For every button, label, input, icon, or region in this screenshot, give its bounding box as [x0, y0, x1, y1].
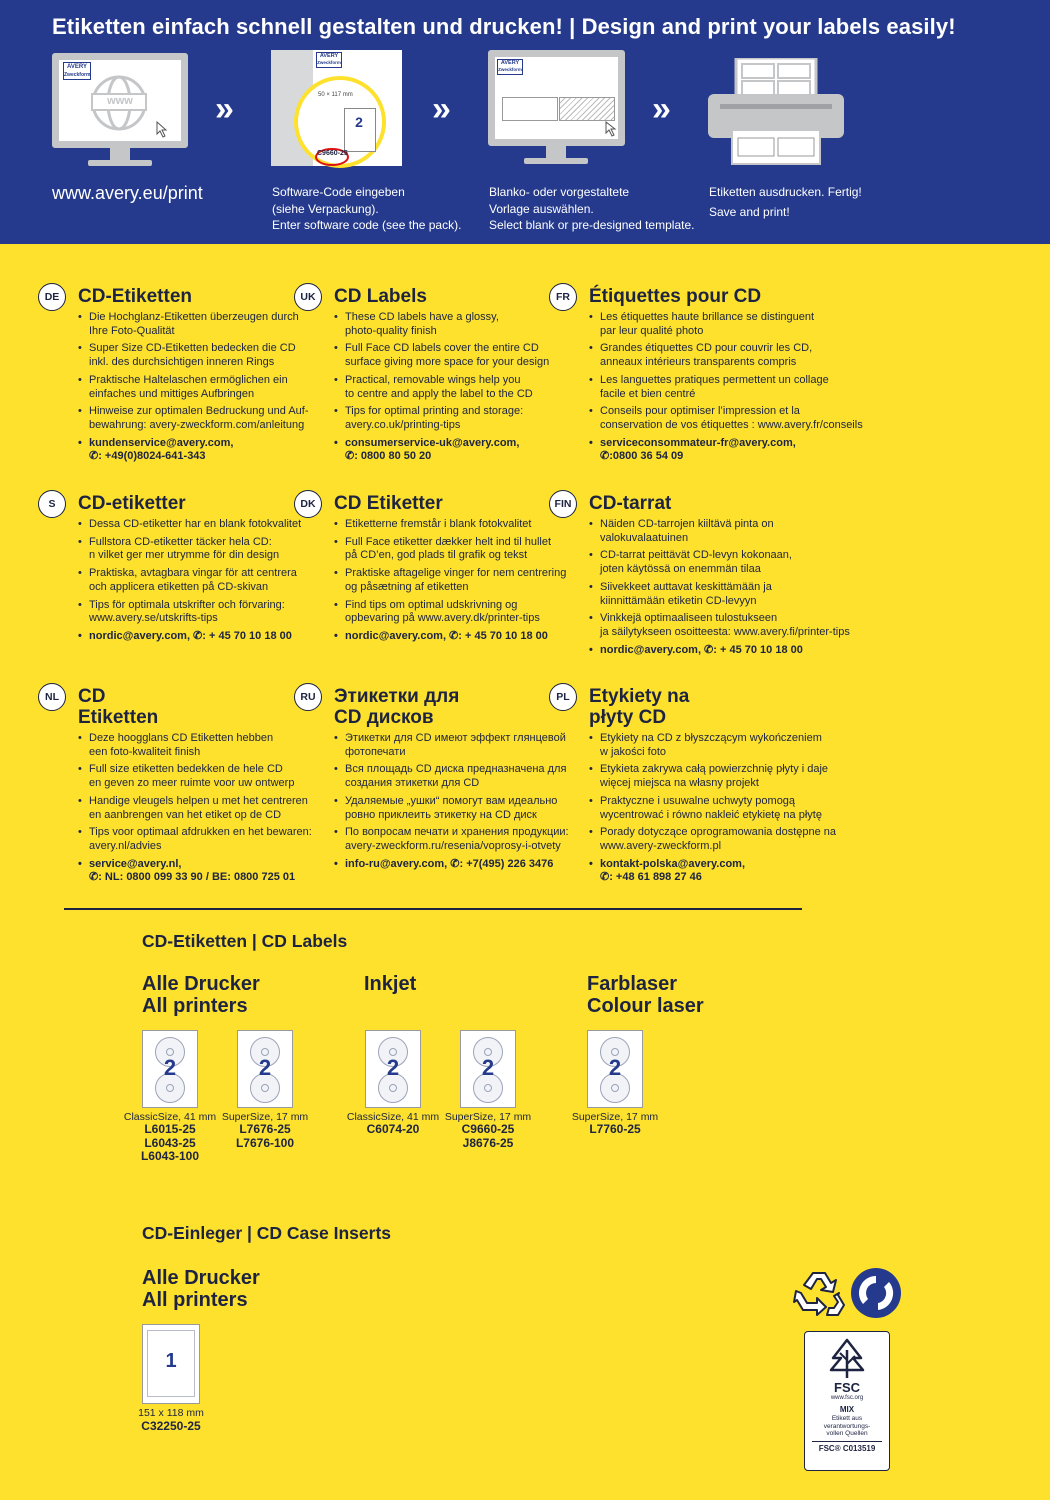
lang-title: CD Labels	[334, 286, 427, 307]
step-caption-template: Blanko- oder vorgestaltete Vorlage auswählen. Select blank or pre-designed template.	[489, 185, 695, 232]
product-card	[338, 1030, 448, 1137]
printer-icon	[706, 58, 846, 168]
contact-info: • nordic@avery.com, ✆: + 45 70 10 18 00	[334, 630, 579, 644]
lang-code-badge: NL	[38, 683, 66, 711]
bullet: • Fullstora CD-etiketter täcker hela CD: n vilket ger mer utrymme för din design	[78, 536, 323, 563]
bullet: • Full size etiketten bedekken de hele CD en geven zo meer ruimte voor uw ontwerp	[78, 763, 323, 790]
lang-code-badge: UK	[294, 283, 322, 311]
lang-title: CD-etiketter	[78, 493, 186, 514]
bullet: • Hinweise zur optimalen Bedruckung und Auf- bewahrung: avery-zweckform.com/anleitung	[78, 405, 323, 432]
product-codes: L7760-25	[589, 1122, 641, 1136]
bullet: • Find tips om optimal udskrivning og opbevaring på www.avery.dk/printer-tips	[334, 599, 579, 626]
insert-sheet-icon: 1	[142, 1324, 200, 1404]
lang-title: CD-Etiketten	[78, 286, 193, 307]
label-sheet-icon: 2	[460, 1030, 516, 1108]
bullet: • Praktische Haltelaschen ermöglichen ein einfaches und mittiges Aufbringen	[78, 374, 323, 401]
lang-block-fin	[554, 493, 869, 661]
bullet: • Praktyczne i usuwalne uchwyty pomogą wycentrować i równo nakleić etykietę na płytę	[589, 795, 869, 822]
product-card	[433, 1030, 543, 1150]
contact-info: • consumerservice-uk@avery.com, ✆: 0800 80 50 20	[334, 437, 579, 464]
bullet: • Handige vleugels helpen u met het centreren en aanbrengen van het etiket op de CD	[78, 795, 323, 822]
contact-info: • serviceconsommateur-fr@avery.com, ✆:0800 36 54 09	[589, 437, 869, 464]
lang-block-dk	[300, 493, 579, 648]
contact-info: • service@avery.nl, ✆: NL: 0800 099 33 90 / BE: 0800 725 01	[78, 858, 323, 885]
bullet: • Tips för optimala utskrifter och förvaring: www.avery.se/utskrifts-tips	[78, 599, 323, 626]
product-size: ClassicSize, 41 mm	[346, 1111, 440, 1123]
bullet: • По вопросам печати и хранения продукции: avery-zweckform.ru/resenia/voprosy-i-otvety	[334, 826, 579, 853]
cd-labels-title: CD-Etiketten | CD Labels	[142, 931, 348, 951]
product-codes: L7676-25 L7676-100	[235, 1122, 295, 1150]
group-all-printers: Alle Drucker All printers	[142, 973, 260, 1017]
lang-code-badge: DE	[38, 283, 66, 311]
fsc-name: FSC	[834, 1380, 860, 1395]
bullet: • Siivekkeet auttavat keskittämään ja kiinnittämään etiketin CD-levyyn	[589, 581, 869, 608]
website-url: www.avery.eu/print	[52, 183, 203, 203]
label-sheet-icon: 2	[142, 1030, 198, 1108]
label-sheet-icon: 2	[365, 1030, 421, 1108]
bullet: • Tips voor optimaal afdrukken en het bewaren: avery.nl/advies	[78, 826, 323, 853]
bullet: • Удаляемые „ушки“ помогут вам идеально ровно приклеить этикетку на CD диск	[334, 795, 579, 822]
group-all-printers: Alle Drucker All printers	[142, 1267, 260, 1311]
product-size: SuperSize, 17 mm	[221, 1111, 309, 1123]
banner-title: Etiketten einfach schnell gestalten und drucken! | Design and print your labels easily!	[52, 14, 956, 39]
lang-title: CD Etiketten	[78, 686, 159, 728]
lang-title: CD Etiketter	[334, 493, 443, 514]
contact-info: • nordic@avery.com, ✆: + 45 70 10 18 00	[78, 630, 323, 644]
bullet: • CD-tarrat peittävät CD-levyn kokonaan, joten käytössä on enemmän tilaa	[589, 549, 869, 576]
group-inkjet: Inkjet	[364, 973, 417, 995]
monitor-screen	[488, 50, 625, 146]
recycle-icon	[793, 1267, 845, 1319]
bullet: • Grandes étiquettes CD pour couvrir les CD, anneaux intérieurs transparents compris	[589, 342, 869, 369]
section-divider	[64, 908, 802, 910]
lang-title: Этикетки для CD дисков	[334, 686, 460, 728]
lang-code-badge: RU	[294, 683, 322, 711]
bullet: • Super Size CD-Etiketten bedecken die CD inkl. des durchsichtigen inneren Rings	[78, 342, 323, 369]
lang-code-badge: FR	[549, 283, 577, 311]
product-card	[560, 1030, 670, 1137]
web-text: www	[107, 95, 133, 107]
chevron-right-icon: »	[652, 90, 665, 128]
pack-code: C9660-25	[317, 150, 348, 157]
bullet: • Full Face CD labels cover the entire CD surface giving more space for your design	[334, 342, 579, 369]
green-dot-icon	[851, 1268, 901, 1318]
pack-logo: AVERY Zweckform	[316, 52, 342, 68]
bullet: • These CD labels have a glossy, photo-quality finish	[334, 311, 579, 338]
bullet: • Porady dotyczące oprogramowania dostępne na www.avery-zweckform.pl	[589, 826, 869, 853]
bullet: • Näiden CD-tarrojen kiiltävä pinta on valokuvalaatuinen	[589, 518, 869, 545]
lang-code-badge: FIN	[549, 490, 577, 518]
cursor-icon	[605, 121, 617, 137]
lang-block-uk	[300, 286, 579, 468]
product-codes: C6074-20	[366, 1122, 420, 1136]
product-size: ClassicSize, 41 mm	[123, 1111, 217, 1123]
monitor-screen	[52, 53, 188, 148]
lang-block-de	[44, 286, 323, 468]
bullet: • Die Hochglanz-Etiketten überzeugen durch Ihre Foto-Qualität	[78, 311, 323, 338]
bullet: • Practical, removable wings help you to centre and apply the label to the CD	[334, 374, 579, 401]
contact-info: • nordic@avery.com, ✆: + 45 70 10 18 00	[589, 644, 869, 658]
lang-block-fr	[556, 286, 869, 468]
step-caption-print: Etiketten ausdrucken. Fertig! Save and print!	[709, 185, 862, 219]
lang-code-badge: DK	[294, 490, 322, 518]
magnifier-circle: 50 × 117 mm 2 C9660-25	[294, 76, 386, 168]
lang-block-ru	[300, 686, 579, 875]
bullet: • Deze hoogglans CD Etiketten hebben een foto-kwaliteit finish	[78, 732, 323, 759]
lang-title: Étiquettes pour CD	[589, 286, 762, 307]
lang-block-nl	[45, 686, 323, 889]
fsc-site: www.fsc.org	[830, 1395, 864, 1401]
insert-caption	[131, 1407, 211, 1433]
lang-block-s	[48, 493, 323, 648]
bullet: • Вся площадь CD диска предназначена для создания этикетки для CD	[334, 763, 579, 790]
bullet: • Praktiske aftagelige vinger for nem centrering og påsætning af etiketten	[334, 567, 579, 594]
product-codes: C9660-25 J8676-25	[461, 1122, 515, 1150]
fsc-mix: MIX	[839, 1405, 855, 1414]
lang-code-badge: S	[38, 490, 66, 518]
fsc-tree-icon	[827, 1338, 867, 1380]
template-label-left	[502, 97, 558, 121]
bullet: • Conseils pour optimiser l’impression et la conservation de vos étiquettes : www.avery.fr/conseils	[589, 405, 869, 432]
product-size: SuperSize, 17 mm	[444, 1111, 532, 1123]
fsc-badge	[804, 1331, 890, 1471]
product-size: SuperSize, 17 mm	[571, 1111, 659, 1123]
bullet: • Этикетки для CD имеют эффект глянцевой фотопечати	[334, 732, 579, 759]
label-sheet-icon: 2	[237, 1030, 293, 1108]
top-banner	[0, 0, 1050, 244]
product-card	[115, 1030, 225, 1164]
contact-info: • kundenservice@avery.com, ✆: +49(0)8024-641-343	[78, 437, 323, 464]
lang-title: CD-tarrat	[589, 493, 672, 514]
lang-block-pl	[556, 686, 869, 889]
fsc-code: FSC® C013519	[818, 1443, 876, 1453]
bullet: • Etykieta zakrywa całą powierzchnię płyty i daje więcej miejsca na własny projekt	[589, 763, 869, 790]
group-colour-laser: Farblaser Colour laser	[587, 973, 704, 1017]
cursor-icon	[157, 122, 166, 137]
avery-logo: AVERY Zweckform	[64, 64, 91, 78]
cd-inserts-title: CD-Einleger | CD Case Inserts	[142, 1223, 391, 1243]
bullet: • Vinkkejä optimaaliseen tulostukseen ja säilytykseen osoitteesta: www.avery.fi/printer-tips	[589, 612, 869, 639]
bullet: • Les étiquettes haute brillance se distinguent par leur qualité photo	[589, 311, 869, 338]
lang-code-badge: PL	[549, 683, 577, 711]
chevron-right-icon: »	[215, 90, 228, 128]
bullet: • Etykiety na CD z błyszczącym wykończeniem w jakości foto	[589, 732, 869, 759]
fsc-source: Etikett aus verantwortungs- vollen Quellen	[823, 1415, 871, 1437]
insert-size: 151 x 118 mm	[138, 1407, 204, 1419]
lang-title: Etykiety na płyty CD	[589, 686, 690, 728]
label-sheet-icon: 2	[587, 1030, 643, 1108]
product-card	[210, 1030, 320, 1150]
bullet: • Full Face etiketter dækker helt ind til hullet på CD’en, god plads til grafik og tekst	[334, 536, 579, 563]
avery-logo: AVERY Zweckform	[497, 59, 523, 75]
step-caption-code: Software-Code eingeben (siehe Verpackung). Enter software code (see the pack).	[272, 185, 462, 232]
product-codes: L6015-25 L6043-25 L6043-100	[140, 1122, 200, 1163]
insert-code: C32250-25	[141, 1419, 201, 1433]
bullet: • Tips for optimal printing and storage: avery.co.uk/printing-tips	[334, 405, 579, 432]
contact-info: • kontakt-polska@avery.com, ✆: +48 61 898 27 46	[589, 858, 869, 885]
bullet: • Les languettes pratiques permettent un collage facile et bien centré	[589, 374, 869, 401]
contact-info: • info-ru@avery.com, ✆: +7(495) 226 3476	[334, 858, 579, 872]
pack-number: 2	[355, 114, 363, 130]
template-label-right	[559, 97, 615, 121]
chevron-right-icon: »	[432, 90, 445, 128]
bullet: • Etiketterne fremstår i blank fotokvalitet	[334, 518, 579, 532]
bullet: • Dessa CD-etiketter har en blank fotokvalitet	[78, 518, 323, 532]
bullet: • Praktiska, avtagbara vingar för att centrera och applicera etiketten på CD-skivan	[78, 567, 323, 594]
